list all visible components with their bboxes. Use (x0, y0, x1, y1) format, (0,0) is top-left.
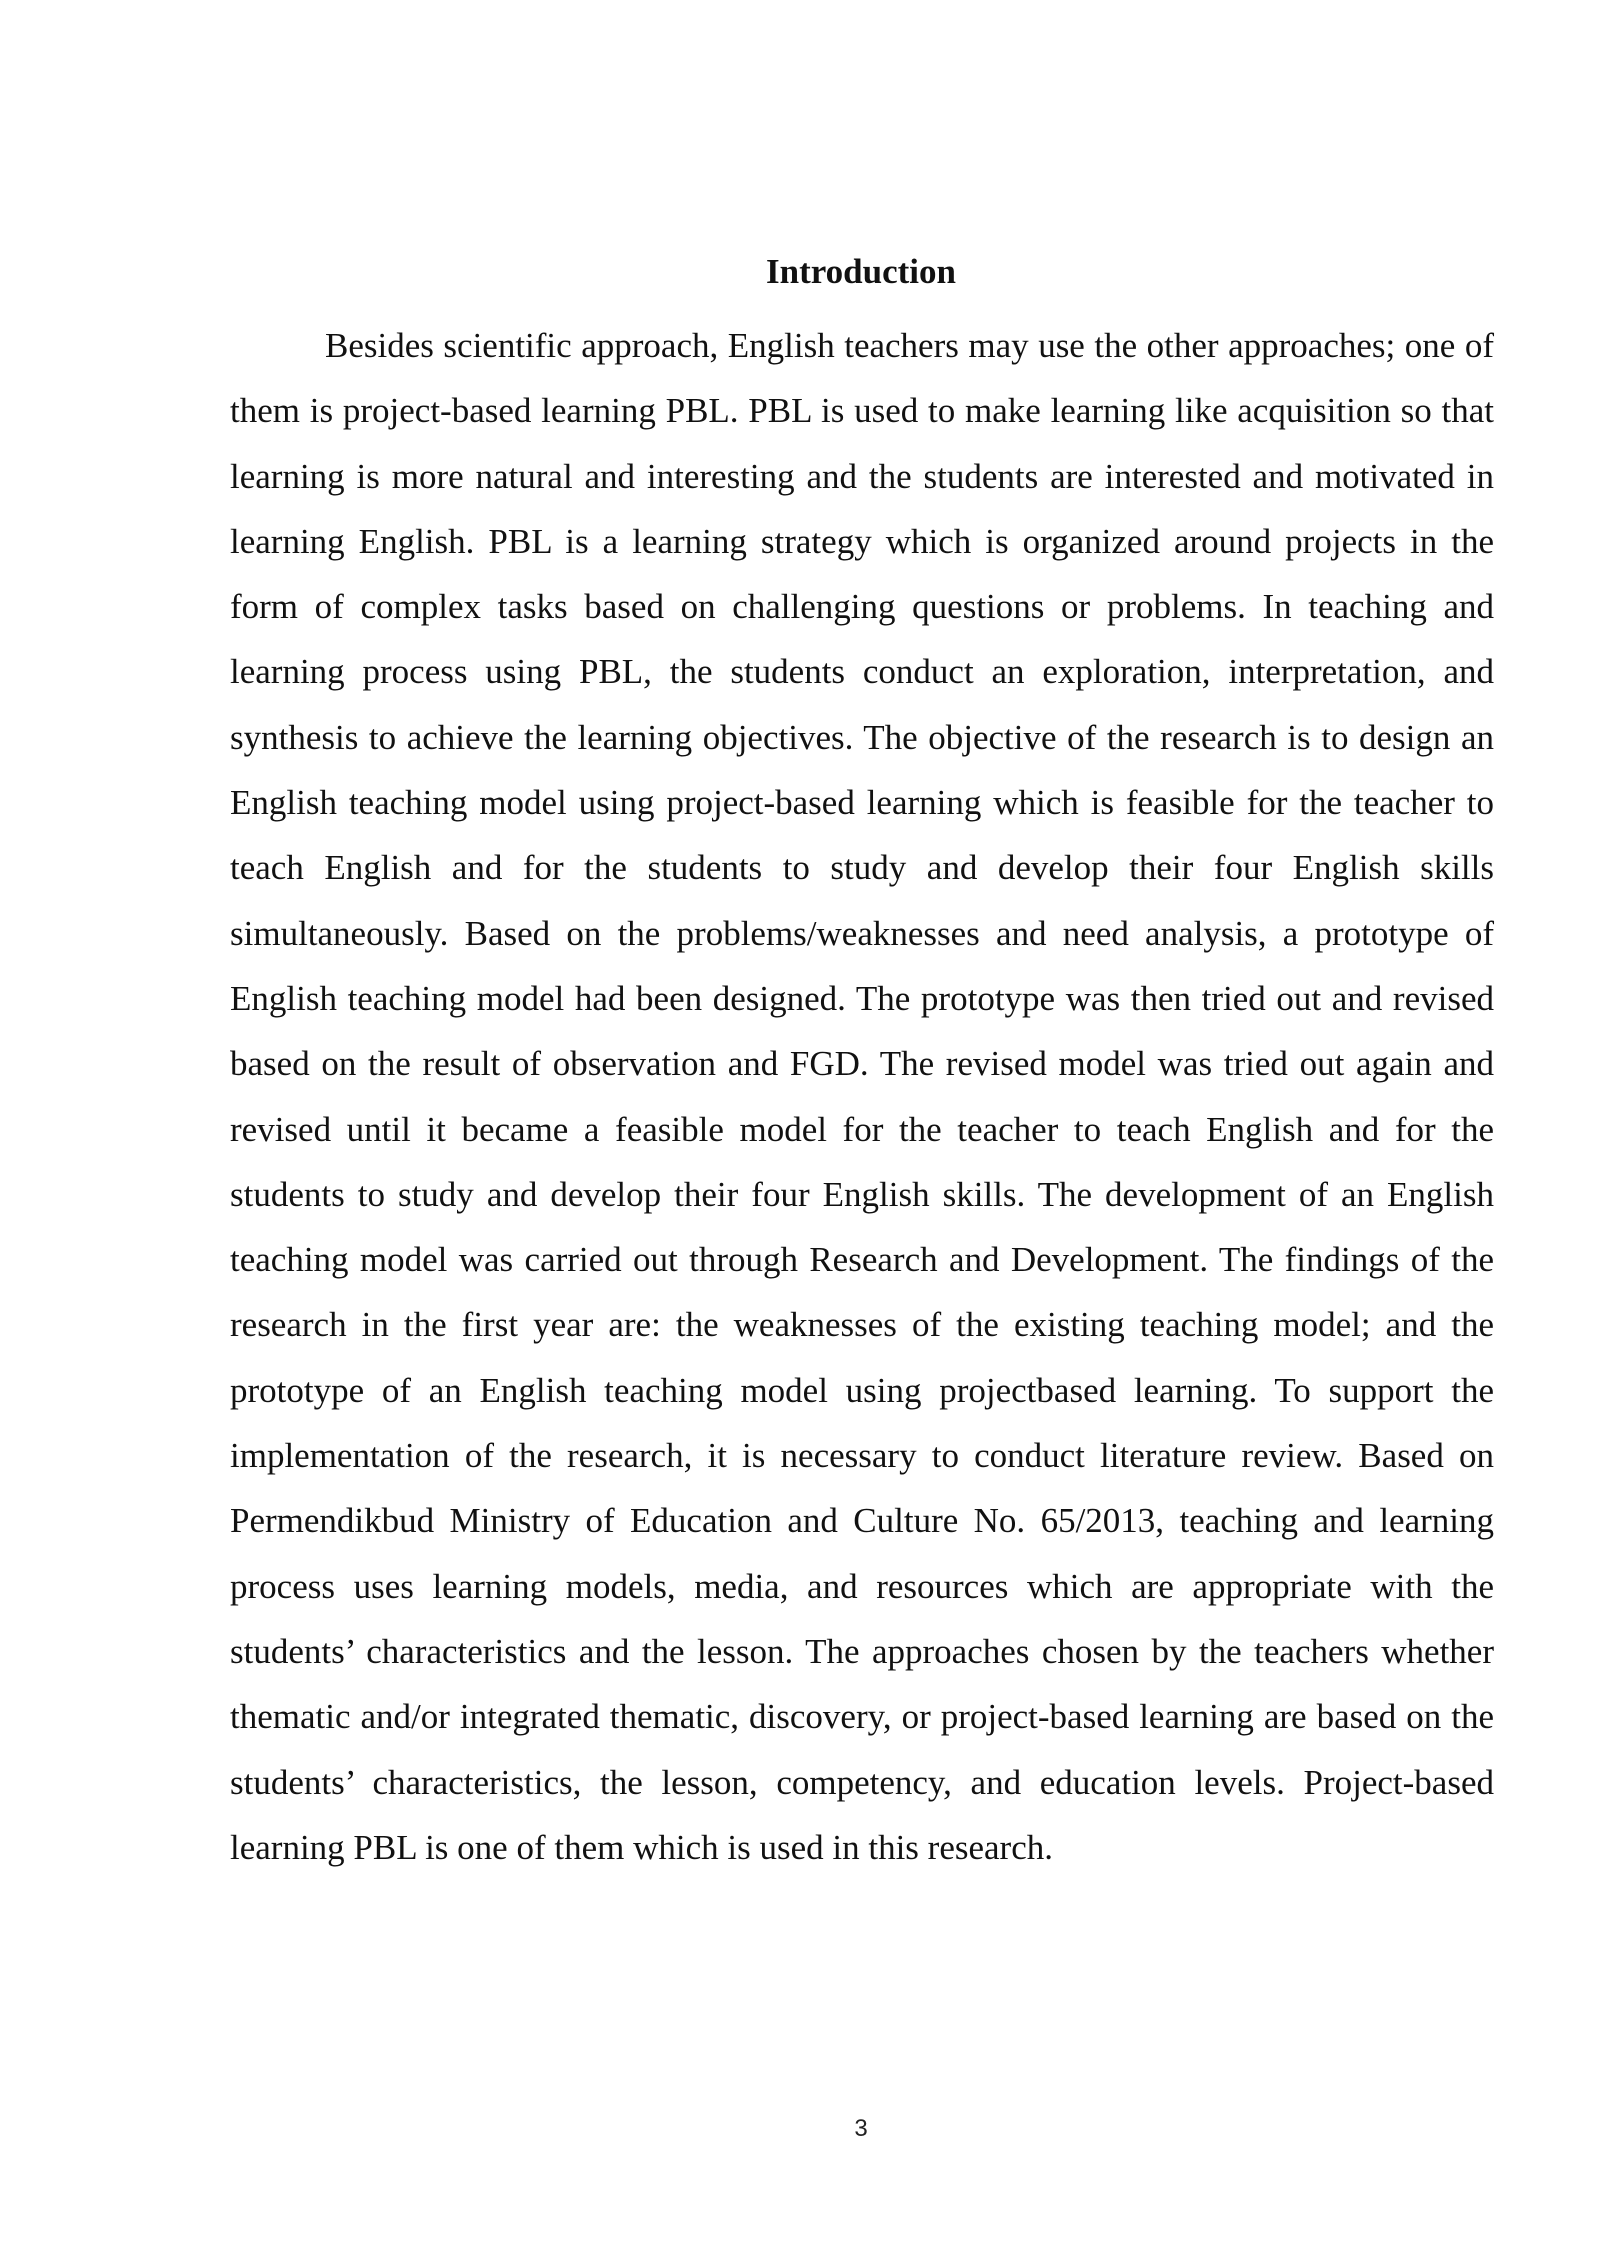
page-number: 3 (854, 2115, 868, 2142)
section-heading: Introduction (766, 252, 956, 291)
body-paragraph: Besides scientific approach, English teachers may use the other approaches; one of them is project-based learning PBL. PBL is used to make learning like acquisition so that learning is more natural and interesting and the students are interested and motivated in learning English. PBL is a learning strategy which is organized around projects in the form of complex tasks based on challenging questions or problems. In teaching and learning process using PBL, the students conduct an exploration, interpretation, and synthesis to achieve the learning objectives. The objective of the research is to design an English teaching model using project-based learning which is feasible for the teacher to teach English and for the students to study and develop their four English skills simultaneously. Based on the problems/weaknesses and need analysis, a prototype of English teaching model had been designed. The prototype was then tried out and revised based on the result of observation and FGD. The revised model was tried out again and revised until it became a feasible model for the teacher to teach English and for the students to study and develop their four English skills. The development of an English teaching model was carried out through Research and Development. The findings of the research in the first year are: the weaknesses of the existing teaching model; and the prototype of an English teaching model using projectbased learning. To support the implementation of the research, it is necessary to conduct literature review. Based on Permendikbud Ministry of Education and Culture No. 65/2013, teaching and learning process uses learning models, media, and resources which are appropriate with the students’ characteristics and the lesson. The approaches chosen by the teachers whether thematic and/or integrated thematic, discovery, or project-based learning are based on the students’ characteristics, the lesson, competency, and education levels. Project-based learning PBL is one of them which is used in this research. (230, 326, 1494, 1867)
